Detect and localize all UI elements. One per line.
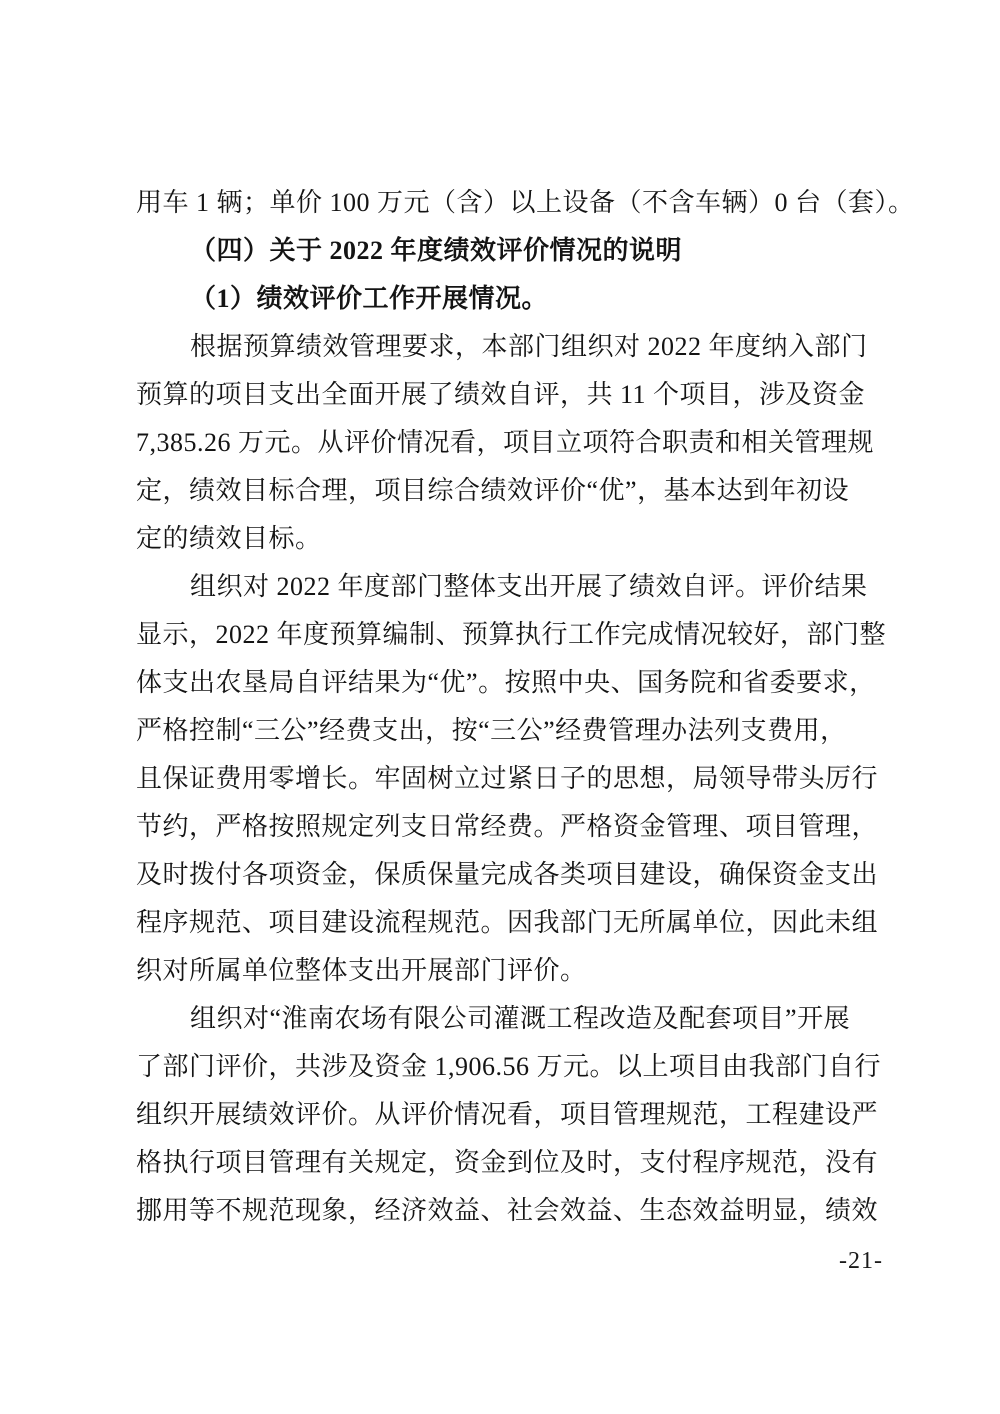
paragraph-line: 挪用等不规范现象，经济效益、社会效益、生态效益明显，绩效 — [136, 1196, 879, 1225]
paragraph-line: 7,385.26 万元。从评价情况看，项目立项符合职责和相关管理规 — [136, 428, 875, 457]
paragraph-line: 根据预算绩效管理要求，本部门组织对 2022 年度纳入部门 — [190, 332, 868, 361]
paragraph-line: 组织对 2022 年度部门整体支出开展了绩效自评。评价结果 — [190, 572, 868, 601]
paragraph-line: 严格控制“三公”经费支出，按“三公”经费管理办法列支费用， — [136, 716, 847, 745]
page-number: -21- — [839, 1248, 883, 1274]
paragraph-line: 且保证费用零增长。牢固树立过紧日子的思想，局领导带头厉行 — [136, 764, 879, 793]
subsection-heading: （1）绩效评价工作开展情况。 — [190, 284, 549, 313]
paragraph-line: 了部门评价，共涉及资金 1,906.56 万元。以上项目由我部门自行 — [136, 1052, 882, 1081]
paragraph-line: 定，绩效目标合理，项目综合绩效评价“优”，基本达到年初设 — [136, 476, 850, 505]
paragraph-line: 格执行项目管理有关规定，资金到位及时，支付程序规范，没有 — [136, 1148, 879, 1177]
paragraph-line: 节约，严格按照规定列支日常经费。严格资金管理、项目管理， — [136, 812, 879, 841]
paragraph-line: 组织对“淮南农场有限公司灌溉工程改造及配套项目”开展 — [190, 1004, 851, 1033]
document-body — [136, 179, 915, 1235]
paragraph-line: 组织开展绩效评价。从评价情况看，项目管理规范，工程建设严 — [136, 1100, 879, 1129]
paragraph-line: 显示，2022 年度预算编制、预算执行工作完成情况较好，部门整 — [136, 620, 887, 649]
paragraph-line: 预算的项目支出全面开展了绩效自评，共 11 个项目，涉及资金 — [136, 380, 866, 409]
paragraph-end-line: 定的绩效目标。 — [136, 524, 322, 553]
paragraph-line: 体支出农垦局自评结果为“优”。按照中央、国务院和省委要求， — [136, 668, 876, 697]
paragraph-end-line: 用车 1 辆；单价 100 万元（含）以上设备（不含车辆）0 台（套）。 — [136, 188, 915, 217]
section-heading: （四）关于 2022 年度绩效评价情况的说明 — [190, 236, 683, 265]
paragraph-end-line: 织对所属单位整体支出开展部门评价。 — [136, 956, 587, 985]
paragraph-line: 程序规范、项目建设流程规范。因我部门无所属单位，因此未组 — [136, 908, 879, 937]
paragraph-line: 及时拨付各项资金，保质保量完成各类项目建设，确保资金支出 — [136, 860, 879, 889]
